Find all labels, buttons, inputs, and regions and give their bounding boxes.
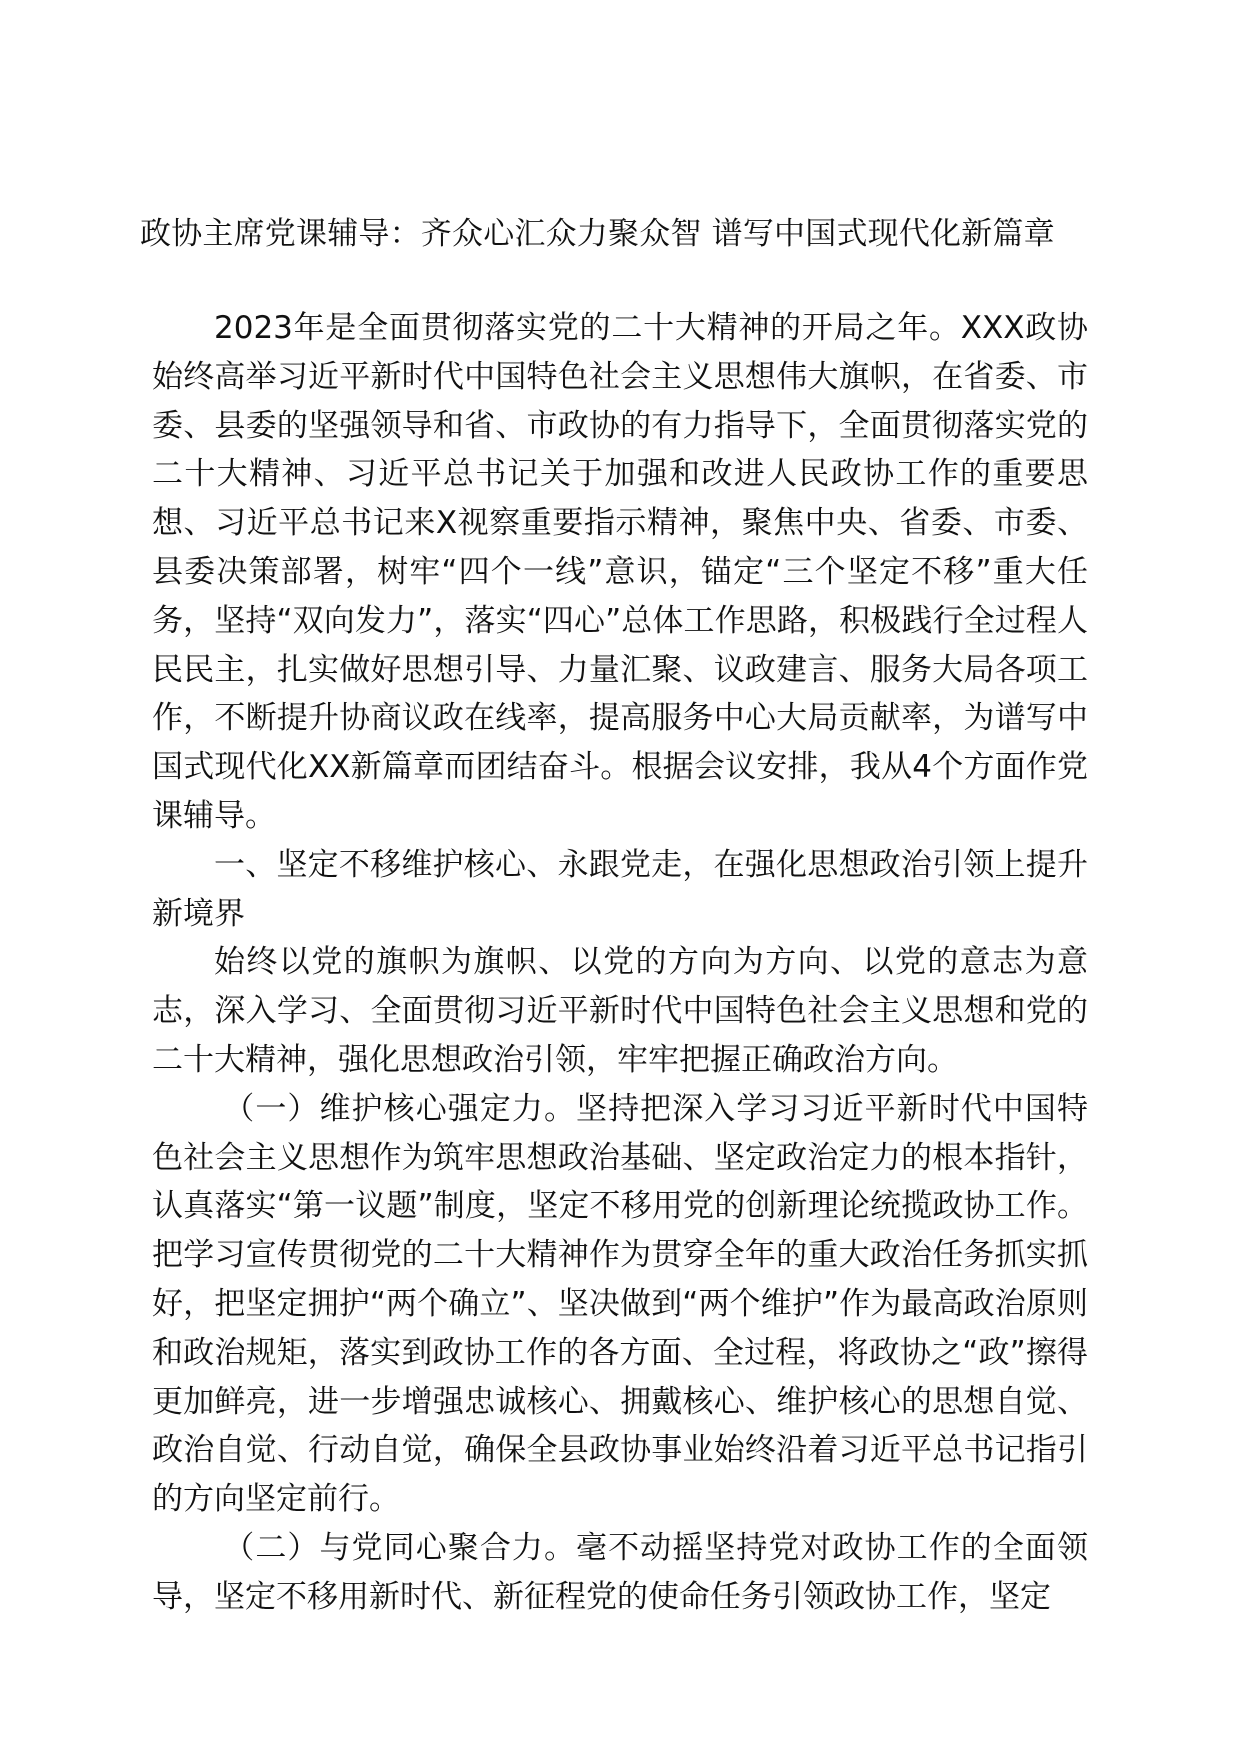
intro-paragraph: 2023年是全面贯彻落实党的二十大精神的开局之年。XXX政协始终高举习近平新时代中国特色社会主义思想伟大旗帜，在省委、市委、县委的坚强领导和省、市政协的有力指导下，全面贯彻落实党的二十大精神、习近平总书记关于加强和改进人民政协工作的重要思想、习近平总书记来X视察重要指示精神，聚焦中央、省委、市委、县委决策部署，树牢“四个一线”意识，锚定“三个坚定不移”重大任务，坚持“双向发力”，落实“四心”总体工作思路，积极践行全过程人民民主，扎实做好思想引导、力量汇聚、议政建言、服务大局各项工作，不断提升协商议政在线率，提高服务中心大局贡献率，为谱写中国式现代化XX新篇章而团结奋斗。根据会议安排，我从4个方面作党课辅导。	[152, 310, 1088, 834]
document-body	[152, 304, 1088, 1622]
subsection-1-paragraph: （一）维护核心强定力。坚持把深入学习习近平新时代中国特色社会主义思想作为筑牢思想政治基础、坚定政治定力的根本指针，认真落实“第一议题”制度，坚定不移用党的创新理论统揽政协工作。把学习宣传贯彻党的二十大精神作为贯穿全年的重大政治任务抓实抓好，把坚定拥护“两个确立”、坚决做到“两个维护”作为最高政治原则和政治规矩，落实到政协工作的各方面、全过程，将政协之“政”擦得更加鲜亮，进一步增强忠诚核心、拥戴核心、维护核心的思想自觉、政治自觉、行动自觉，确保全县政协事业始终沿着习近平总书记指引的方向坚定前行。	[152, 1090, 1088, 1518]
document-title: 政协主席党课辅导：齐众心汇众力聚众智 谱写中国式现代化新篇章	[140, 216, 1055, 252]
section-1-paragraph: 始终以党的旗帜为旗帜、以党的方向为方向、以党的意志为意志，深入学习、全面贯彻习近平新时代中国特色社会主义思想和党的二十大精神，强化思想政治引领，牢牢把握正确政治方向。	[152, 944, 1088, 1078]
section-heading-1: 一、坚定不移维护核心、永跟党走，在强化思想政治引领上提升新境界	[152, 846, 1088, 932]
subsection-2-paragraph: （二）与党同心聚合力。毫不动摇坚持党对政协工作的全面领导，坚定不移用新时代、新征程党的使命任务引领政协工作，坚定	[152, 1529, 1088, 1615]
